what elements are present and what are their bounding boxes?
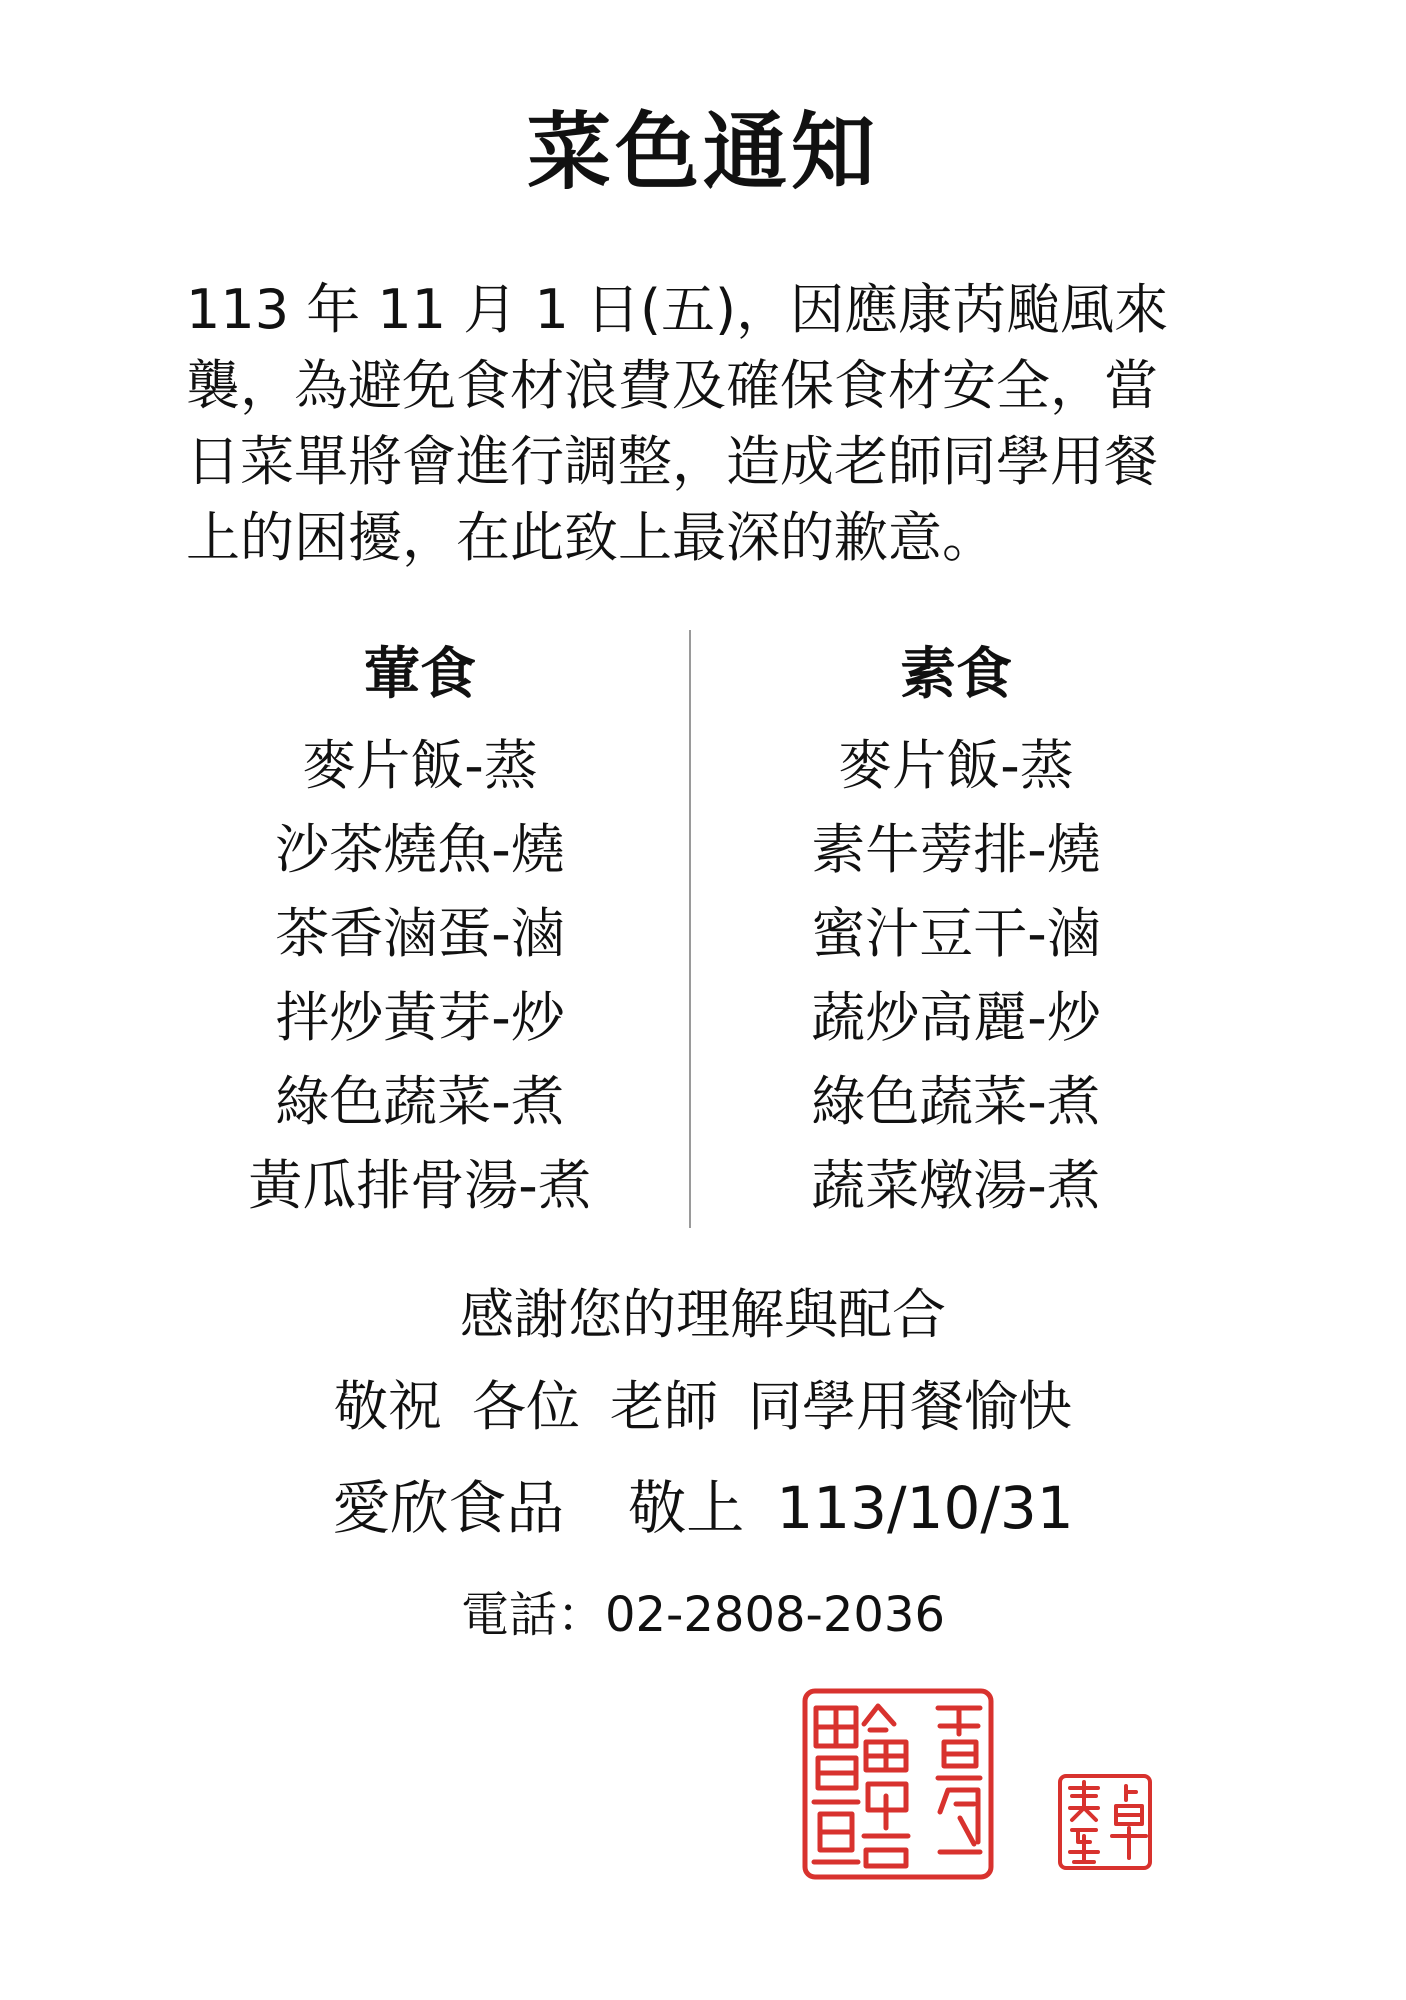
personal-seal-stamp <box>1056 1772 1154 1872</box>
meat-dish: 沙茶燒魚-燒 <box>275 818 565 881</box>
veg-dish: 蔬菜燉湯-煮 <box>811 1154 1101 1217</box>
phone-number: 電話：02-2808-2036 <box>460 1587 946 1643</box>
signature-line <box>0 1470 1406 1546</box>
meat-dish: 黃瓜排骨湯-煮 <box>248 1154 592 1217</box>
meat-menu-column <box>140 640 700 1228</box>
veg-dish: 綠色蔬菜-煮 <box>811 1070 1101 1133</box>
greeting-part: 老師 <box>610 1375 718 1438</box>
page-title: 菜色通知 <box>526 103 879 201</box>
greeting-part: 敬祝 <box>334 1375 442 1438</box>
veg-dish: 蔬炒高麗-炒 <box>811 986 1101 1049</box>
company-name: 愛欣食品 <box>332 1474 565 1542</box>
greeting-part: 同學用餐愉快 <box>748 1375 1072 1438</box>
veg-menu-column <box>676 640 1236 1228</box>
meat-dish: 麥片飯-蒸 <box>302 734 538 797</box>
greeting-part: 各位 <box>472 1375 580 1438</box>
veg-dish: 素牛蒡排-燒 <box>811 818 1101 881</box>
meat-dish: 綠色蔬菜-煮 <box>275 1070 565 1133</box>
veg-menu-heading: 素食 <box>900 642 1012 707</box>
veg-dish: 蜜汁豆干-滷 <box>811 902 1101 965</box>
notice-date: 113/10/31 <box>776 1474 1074 1542</box>
meat-dish: 拌炒黃芽-炒 <box>275 986 565 1049</box>
greeting-line <box>0 1372 1406 1442</box>
thanks-line: 感謝您的理解與配合 <box>460 1283 946 1346</box>
menu-section <box>0 630 1406 1230</box>
meat-menu-heading: 葷食 <box>364 642 476 707</box>
meat-dish: 茶香滷蛋-滷 <box>275 902 565 965</box>
company-seal-stamp <box>800 1686 996 1882</box>
veg-dish: 麥片飯-蒸 <box>838 734 1074 797</box>
respect-word: 敬上 <box>628 1474 745 1542</box>
notice-paragraph: 113 年 11 月 1 日(五)，因應康芮颱風來襲，為避免食材浪費及確保食材安全，當日菜單將會進行調整，造成老師同學用餐上的困擾，在此致上最深的歉意。 <box>186 278 1169 569</box>
